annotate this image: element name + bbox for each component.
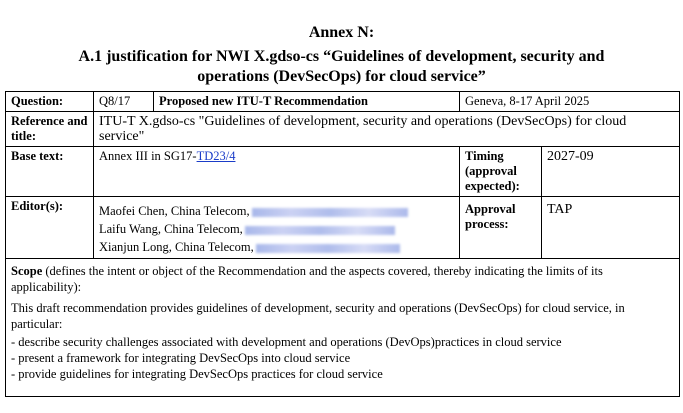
scope-bullet: - provide guidelines for integrating DevSecOps practices for cloud service <box>11 367 383 381</box>
annex-title-line-1: A.1 justification for NWI X.gdso-cs “Guidelines of development, security and <box>78 48 605 65</box>
editors-label: Editor(s): <box>6 197 94 259</box>
timing-value: 2027-09 <box>542 147 680 197</box>
scope-bullet: - describe security challenges associated with development and operations (DevOps)practices in cloud service <box>11 335 562 349</box>
editor-entry: Xianjun Long, China Telecom, <box>99 238 454 256</box>
timing-label: Timing (approval expected): <box>460 147 542 197</box>
scope-bullet: - present a framework for integrating DevSecOps into cloud service <box>11 351 351 365</box>
question-value: Q8/17 <box>94 92 154 112</box>
scope-cell <box>6 259 680 397</box>
annex-heading: Annex N: <box>308 24 375 41</box>
editor-entry: Laifu Wang, China Telecom, <box>99 220 454 238</box>
editors-list <box>94 197 460 259</box>
approval-value: TAP <box>542 197 680 259</box>
annex-title-line-2: operations (DevSecOps) for cloud service” <box>197 68 486 85</box>
reference-value: ITU-T X.gdso-cs "Guidelines of development, security and operations (DevSecOps) for cloud service" <box>94 112 680 147</box>
scope-intro: Scope (defines the intent or object of the Recommendation and the aspects covered, thereby indicating the limits of its applicability): <box>11 264 603 294</box>
redacted-email <box>252 208 408 217</box>
justification-table <box>5 91 680 397</box>
proposed-recommendation: Proposed new ITU-T Recommendation <box>154 92 460 112</box>
editors-row <box>6 197 680 259</box>
reference-row <box>6 112 680 147</box>
scope-row <box>6 259 680 397</box>
editor-entry: Maofei Chen, China Telecom, <box>99 202 454 220</box>
reference-label: Reference and title: <box>6 112 94 147</box>
td-document-link[interactable]: TD23/4 <box>196 149 236 163</box>
redacted-email <box>256 244 400 253</box>
meeting-place-date: Geneva, 8-17 April 2025 <box>460 92 680 112</box>
question-label: Question: <box>6 92 94 112</box>
base-text-label: Base text: <box>6 147 94 197</box>
question-row <box>6 92 680 112</box>
redacted-email <box>245 226 395 235</box>
base-text-value <box>94 147 460 197</box>
scope-body: This draft recommendation provides guidelines of development, security and operations (DevSecOps) for cloud service, in particular: <box>11 301 625 331</box>
base-text-prefix: Annex III in SG17- <box>99 149 197 163</box>
approval-label: Approval process: <box>460 197 542 259</box>
base-text-row <box>6 147 680 197</box>
